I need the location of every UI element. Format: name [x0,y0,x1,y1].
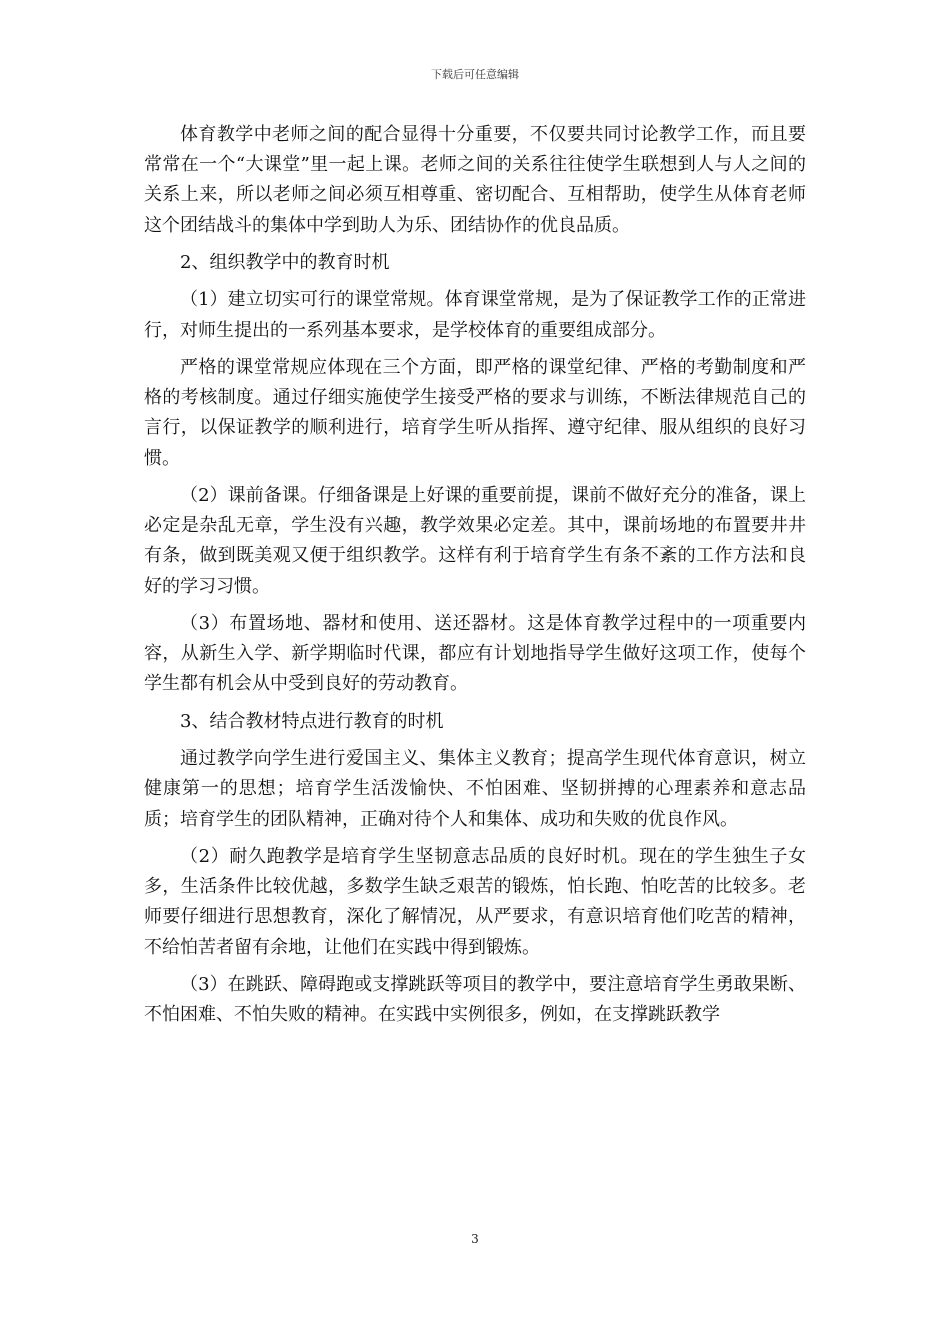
paragraph-classroom-rules: （1）建立切实可行的课堂常规。体育课堂常规，是为了保证教学工作的正常进行，对师生提出的一系列基本要求，是学校体育的重要组成部分。 [144,289,806,341]
paragraph-jumping-training: （3）在跳跃、障碍跑或支撑跳跃等项目的教学中，要注意培育学生勇敢果断、不怕困难、不怕失败的精神。在实践中实例很多，例如，在支撑跳跃教学 [144,973,806,1026]
section-heading-organize-teaching: 2、组织教学中的教育时机 [180,252,390,273]
paragraph-strict-rules: 严格的课堂常规应体现在三个方面，即严格的课堂纪律、严格的考勤制度和严格的考核制度。通过仔细实施使学生接受严格的要求与训练，不断法律规范自己的言行，以保证教学的顺利进行，培育学生听从指挥、遵守纪律、服从组织的良好习惯。 [144,356,806,469]
page-number: 3 [471,1232,479,1246]
page-header: 下载后可任意编辑 [431,68,519,81]
paragraph-lesson-preparation: （2）课前备课。仔细备课是上好课的重要前提，课前不做好充分的准备，课上必定是杂乱无章，学生没有兴趣，教学效果必定差。其中，课前场地的布置要井井有条，做到既美观又便于组织教学。这样有利于培育学生有条不紊的工作方法和良好的学习习惯。 [144,484,806,597]
paragraph-endurance-running: （2）耐久跑教学是培育学生坚韧意志品质的良好时机。现在的学生独生子女多，生活条件比较优越，多数学生缺乏艰苦的锻炼，怕长跑、怕吃苦的比较多。老师要仔细进行思想教育，深化了解情况，从严要求，有意识培育他们吃苦的精神，不给怕苦者留有余地，让他们在实践中得到锻炼。 [144,845,806,958]
document-body [144,120,806,1030]
paragraph-patriotic-education: 通过教学向学生进行爱国主义、集体主义教育；提高学生现代体育意识，树立健康第一的思想；培育学生活泼愉快、不怕困难、坚韧拼搏的心理素养和意志品质；培育学生的团队精神，正确对待个人和集体、成功和失败的优良作风。 [144,748,806,830]
paragraph-equipment-setup: （3）布置场地、器材和使用、送还器材。这是体育教学过程中的一项重要内容，从新生入学、新学期临时代课，都应有计划地指导学生做好这项工作，使每个学生都有机会从中受到良好的劳动教育。 [144,612,806,695]
paragraph-teacher-cooperation: 体育教学中老师之间的配合显得十分重要，不仅要共同讨论教学工作，而且要常常在一个“大课堂”里一起上课。老师之间的关系往往使学生联想到人与人之间的关系上来，所以老师之间必须互相尊重、密切配合、互相帮助，使学生从体育老师这个团结战斗的集体中学到助人为乐、团结协作的优良品质。 [144,124,806,236]
section-heading-teaching-materials: 3、结合教材特点进行教育的时机 [180,710,444,732]
